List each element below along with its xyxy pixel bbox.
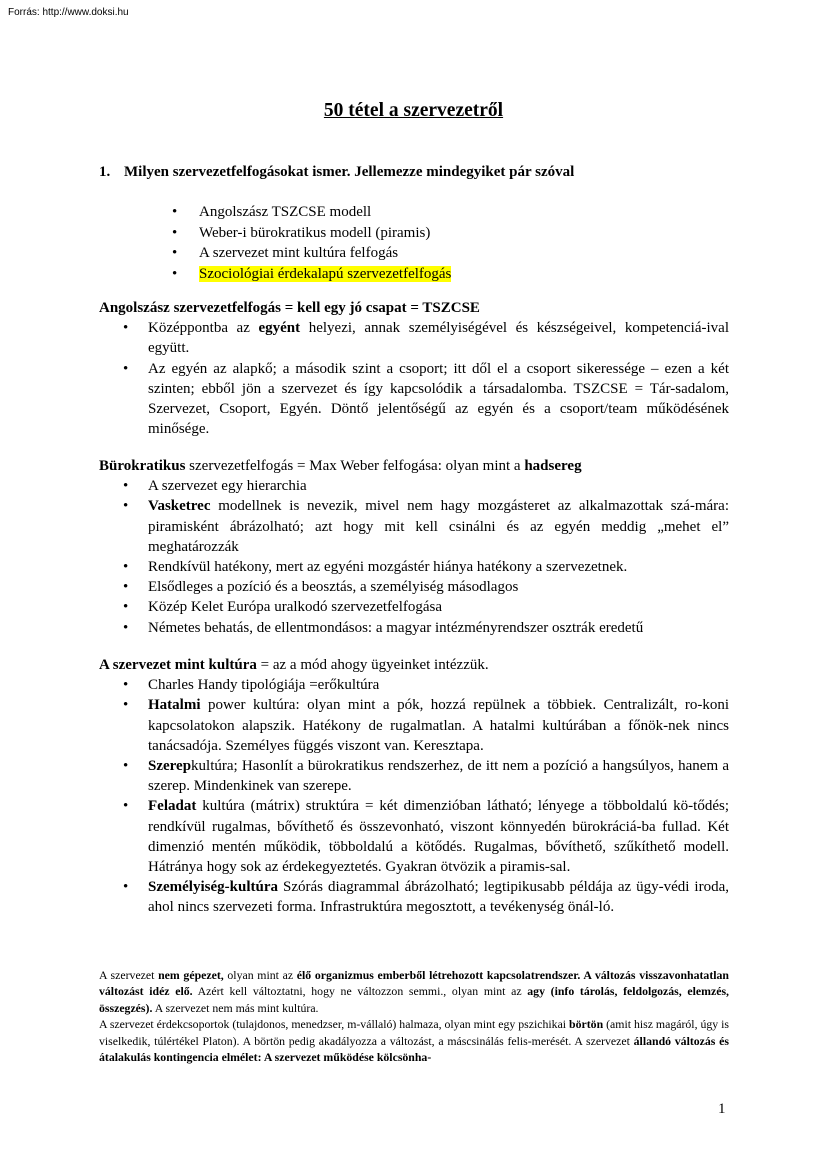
text-run: (amit hisz magáról, úgy is viselkedik, túlértékel Platon). A börtön pedig akadályozza a változást, a máscsinálás felis-merését. A szervezet [99,1017,729,1048]
bullet-list [99,675,729,917]
text-run: A szervezet érdekcsoportok (tulajdonos, menedzser, m-vállaló) halmaza, olyan mint egy pszichikai [99,1017,570,1032]
bullet-item: • Személyiség-kultúra Szórás diagrammal ábrázolható; legtipikusabb példája az ügy-védi iroda, ahol nincs szervezeti forma. Infrastruktúra megosztott, a tevékenység önál-ló. [99,877,729,917]
section-heading [99,298,729,318]
overview-item-text: Angolszász TSZCSE modell [199,204,372,220]
source-note: Forrás: http://www.doksi.hu [8,7,129,18]
bullet-item: • Szerepkultúra; Hasonlít a bürokratikus rendszerhez, de itt nem a pozíció a hangsúlyos, hanem a szerep. Mindenkinek van szerepe. [99,756,729,796]
bullet-item: • Az egyén az alapkő; a második szint a csoport; itt dől el a csoport sikeressége – ezen a két szinten; ebből jön a szervezet és így kapcsolódik a társadalomba. TSZCSE = Tár-sadalom, Szervezet, Csoport, Egyén. Döntő jelentőségű az egyén és a csoport/team működésének minősége. [99,359,729,440]
bullet-item: • Németes behatás, de ellentmondásos: a magyar intézményrendszer osztrák eredetű [99,618,729,638]
text-run: A szervezet [99,968,159,982]
bullet-item: • Elsődleges a pozíció és a beosztás, a személyiség másodlagos [99,577,729,597]
text-run: Azért kell változtatni, hogy ne változzon semmi., olyan mint az [192,984,528,999]
bullet-item: • Rendkívül hatékony, mert az egyéni mozgástér hiánya hatékony a szervezetnek. [99,557,729,577]
heading-text: Angolszász szervezetfelfogás = kell egy jó csapat = TSZCSE [99,300,480,316]
page-title: 50 tétel a szervezetről [323,100,504,121]
overview-item [172,243,451,264]
text-run: olyan mint az [223,968,297,982]
text-run: állandó változás és átalakulás kontingencia elmélet: A szervezet működése kölcsönha- [99,1033,729,1065]
question-heading [99,164,574,181]
notes-paragraph [99,1016,729,1065]
bullet-item: • Közép Kelet Európa uralkodó szervezetfelfogása [99,597,729,617]
closing-notes [99,967,729,1065]
overview-item-text: Weber-i bürokratikus modell (piramis) [199,224,431,241]
bullet-list [99,318,729,439]
section-anglo [99,298,729,439]
text-run: agy (info tárolás, feldolgozás, elemzés, összegzés). [99,984,729,1015]
text-run: élő organizmus emberből létrehozott kapcsolatrendszer. A változás visszavonhatatlan változást idéz elő. [99,968,729,999]
section-bureaucratic [99,456,729,638]
section-heading: A szervezet mint kultúra = az a mód ahogy ügyeinket intézzük. [99,657,489,673]
overview-item [172,202,451,223]
section-heading: Bürokratikus szervezetfelfogás = Max Weber felfogása: olyan mint a hadsereg [99,458,582,474]
overview-list [172,202,451,284]
question-text: Milyen szervezetfelfogásokat ismer. Jellemezze mindegyiket pár szóval [124,164,575,180]
overview-item-text: Szociológiai érdekalapú szervezetfelfogás [199,265,452,282]
question-number: 1. [99,164,111,180]
page-number: 1 [718,1101,726,1117]
text-run: börtön [569,1017,604,1032]
section-culture [99,655,729,918]
text-run: A szervezet nem más mint kultúra. [152,1000,319,1015]
overview-item-text: A szervezet mint kultúra felfogás [199,245,399,261]
overview-item [172,223,451,244]
bullet-list [99,476,729,638]
bullet-item: • Középpontba az egyént helyezi, annak személyiségével és készségeivel, kompetenciá-ival együtt. [99,318,729,358]
bullet-item: • A szervezet egy hierarchia [99,476,729,496]
bullet-item: • Feladat kultúra (mátrix) struktúra = két dimenzióban látható; lényege a többoldalú kö-tődés; rendkívül rugalmas, bővíthető és összevonható, viszont könnyedén bürokráciá-ba fullad. Két dimenzió mentén működik, többoldalú a kötődés. Rugalmas, bővíthető, szűkíthető modell. Hátránya hogy sok az érdekegyeztetés. Gyakran ötvözik a piramis-sal. [99,796,729,877]
text-run: nem gépezet, [158,968,224,982]
overview-item-highlighted [172,264,451,285]
bullet-item: • Hatalmi power kultúra: olyan mint a pók, hozzá repülnek a többiek. Centralizált, ro-koni kapcsolatokon alapszik. Hatékony de rugalmatlan. A hatalmi kultúrában a főnök-nek nincs tanácsadója. Személyes függés viszont van. Keresztapa. [99,695,729,756]
bullet-item: • Charles Handy tipológiája =erőkultúra [99,675,729,695]
notes-paragraph [99,967,729,1016]
bullet-item: • Vasketrec modellnek is nevezik, mivel nem hagy mozgásteret az alkalmazottak szá-mára: piramisként ábrázolható; azt hogy mit kell csinálni és az egyén meddig „mehet el” meghatározzák [99,496,729,557]
